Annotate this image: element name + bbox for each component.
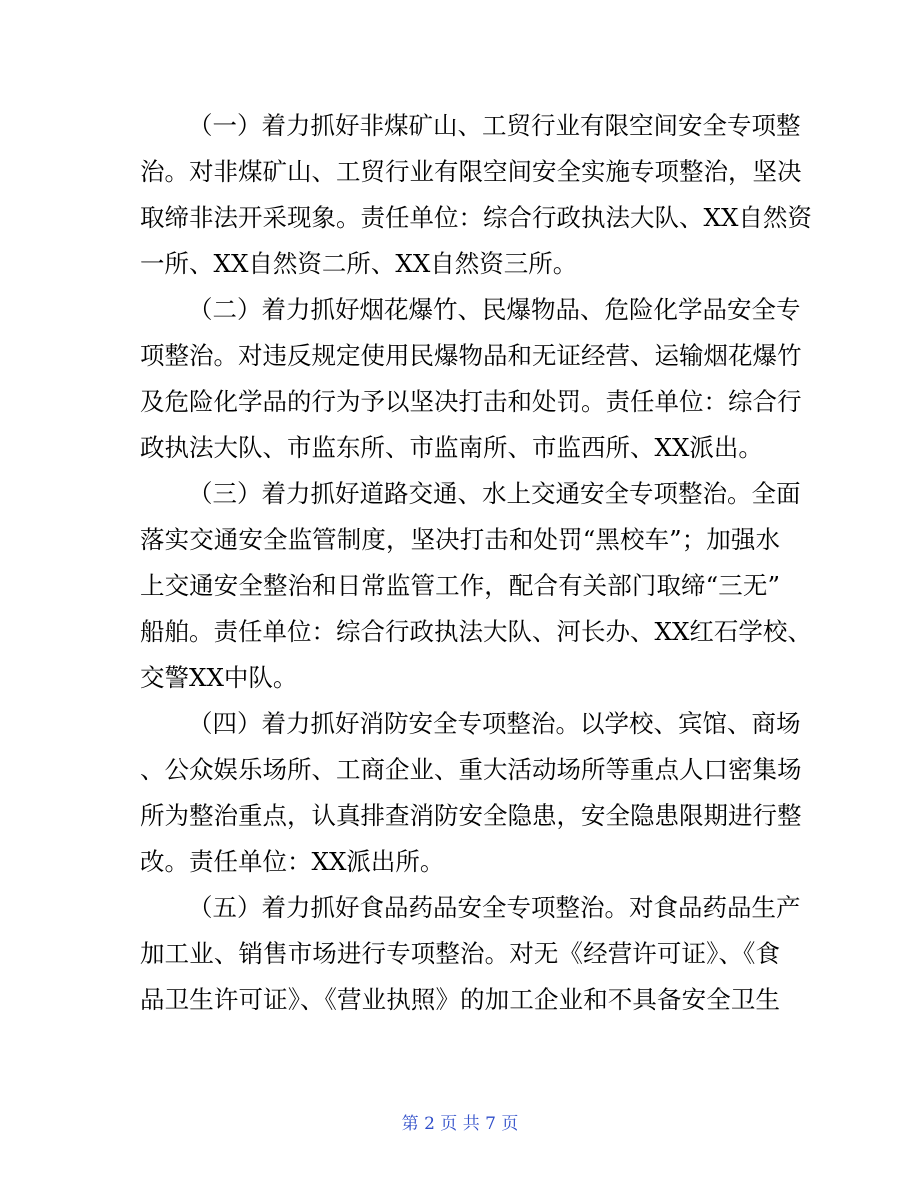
paragraph-3-line-5: 交警XX中队。: [140, 663, 298, 692]
paragraph-3-line-4: 船舶。责任单位：综合行政执法大队、河长办、XX红石学校、: [140, 617, 812, 646]
paragraph-1-line-1: （一）着力抓好非煤矿山、工贸行业有限空间安全专项整: [188, 111, 801, 140]
paragraph-4-line-1: （四）着力抓好消防安全专项整治。以学校、宾馆、商场: [188, 709, 801, 738]
paragraph-3-line-1: （三）着力抓好道路交通、水上交通安全专项整治。全面: [188, 479, 801, 508]
paragraph-4-line-2: 、公众娱乐场所、工商企业、重大活动场所等重点人口密集场: [140, 755, 802, 784]
paragraph-5-line-1: （五）着力抓好食品药品安全专项整治。对食品药品生产: [188, 893, 801, 922]
paragraph-5-line-3: 品卫生许可证》、《营业执照》的加工企业和不具备安全卫生: [140, 985, 780, 1014]
paragraph-2-line-4: 政执法大队、市监东所、市监南所、市监西所、XX派出。: [140, 433, 763, 462]
paragraph-5-line-2: 加工业、销售市场进行专项整治。对无《经营许可证》、《食: [140, 939, 780, 968]
paragraph-2-line-3: 及危险化学品的行为予以坚决打击和处罚。责任单位：综合行: [140, 387, 802, 416]
paragraph-3-line-3: 上交通安全整治和日常监管工作，配合有关部门取缔“三无”: [140, 571, 780, 600]
paragraph-2-line-1: （二）着力抓好烟花爆竹、民爆物品、危险化学品安全专: [188, 295, 801, 324]
paragraph-1-line-4: 一所、XX自然资二所、XX自然资三所。: [140, 249, 578, 278]
paragraph-4-line-4: 改。责任单位：XX派出所。: [140, 847, 445, 876]
paragraph-1-line-3: 取缔非法开采现象。责任单位：综合行政执法大队、XX自然资: [140, 203, 812, 232]
paragraph-1-line-2: 治。对非煤矿山、工贸行业有限空间安全实施专项整治，坚决: [140, 157, 802, 186]
paragraph-2-line-2: 项整治。对违反规定使用民爆物品和无证经营、运输烟花爆竹: [140, 341, 802, 370]
paragraph-4-line-3: 所为整治重点，认真排查消防安全隐患，安全隐患限期进行整: [140, 801, 802, 830]
paragraph-3-line-2: 落实交通安全监管制度，坚决打击和处罚“黑校车”；加强水: [140, 525, 780, 554]
page-number-footer: 第 2 页 共 7 页: [401, 1114, 519, 1134]
